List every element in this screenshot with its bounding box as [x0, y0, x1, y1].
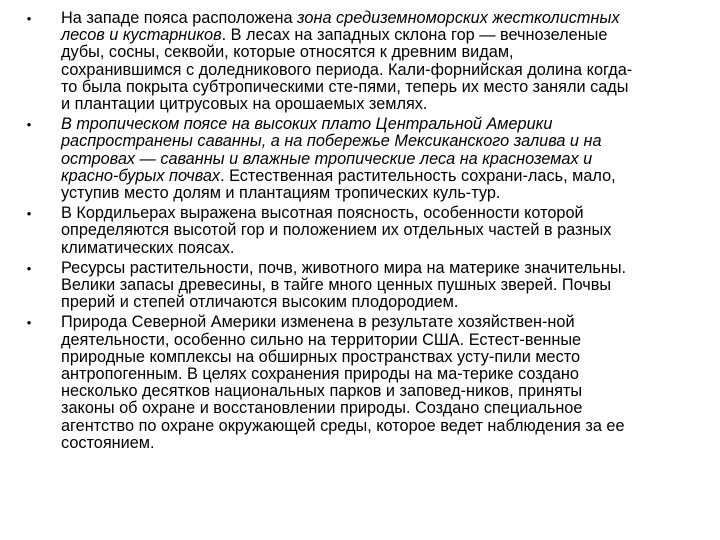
bullet-item: [22, 260, 702, 312]
bullet-icon: •: [26, 315, 32, 331]
text-line: [61, 168, 702, 185]
italic-text: красно-бурых почвах: [61, 166, 221, 185]
text-run: В Кордильерах выражена высотная поясность, особенности которой: [61, 204, 584, 223]
text-run: то была покрыта субтропическими сте-пями, теперь их место заняли сады: [61, 77, 629, 96]
text-line: [61, 383, 702, 400]
text-line: [61, 27, 702, 44]
italic-text: зона средиземноморских жестколистных: [297, 9, 620, 27]
text-line: [61, 185, 702, 202]
text-line: [61, 44, 702, 61]
text-run: дубы, сосны, секвойи, которые относятся к древним видам,: [61, 43, 514, 62]
text-line: [61, 435, 702, 452]
bullet-icon: •: [26, 117, 32, 133]
text-line: [61, 418, 702, 435]
text-line: [61, 240, 702, 257]
text-run: определяются высотой гор и положением их отдельных частей в разных: [61, 221, 612, 240]
text-line: [61, 332, 702, 349]
text-line: [61, 260, 702, 277]
text-line: [61, 349, 702, 366]
text-run: антропогенным. В целях сохранения природы на ма-терике создано: [61, 365, 579, 384]
text-run: . Естественная растительность сохрани-лась, мало,: [220, 166, 616, 185]
bullet-item: [22, 116, 702, 202]
text-run: уступив место долям и плантациям тропических куль-тур.: [61, 184, 501, 203]
italic-text: лесов и кустарников: [61, 26, 222, 45]
text-line: [61, 10, 702, 27]
text-line: [61, 277, 702, 294]
text-line: [61, 151, 702, 168]
italic-text: распространены саванны, а на побережье Мексиканского залива и на: [61, 132, 602, 151]
text-run: Велики запасы древесины, в тайге много ценных пушных зверей. Почвы: [61, 276, 612, 295]
bullet-icon: •: [26, 206, 32, 222]
text-line: [61, 314, 702, 331]
text-run: законы об охране и восстановлении природы. Создано специальное: [61, 399, 583, 418]
text-line: [61, 116, 702, 133]
text-line: [61, 294, 702, 311]
bullet-item: [22, 205, 702, 257]
text-run: агентство по охране окружающей среды, которое ведет наблюдения за ее: [61, 416, 625, 435]
text-run: и плантации цитрусовых на орошаемых землях.: [61, 95, 428, 114]
text-run: . В лесах на западных склона гор — вечнозеленые: [221, 26, 608, 45]
text-line: [61, 62, 702, 79]
bullet-item: [22, 314, 702, 452]
bullet-item: [22, 10, 702, 113]
text-line: [61, 222, 702, 239]
italic-text: В тропическом поясе на высоких плато Центральной Америки: [61, 115, 553, 134]
text-line: [61, 133, 702, 150]
italic-text: островах — саванны и влажные тропические леса на красноземах и: [61, 149, 593, 168]
text-run: На западе пояса расположена: [61, 9, 298, 27]
text-run: сохранившимся с доледникового периода. Кали-форнийская долина когда-: [61, 60, 633, 79]
text-run: Природа Северной Америки изменена в результате хозяйствен-ной: [61, 313, 575, 332]
text-line: [61, 205, 702, 222]
text-run: климатических поясах.: [61, 238, 235, 257]
text-run: прерий и степей отличаются высоким плодородием.: [61, 293, 459, 312]
text-run: состоянием.: [61, 433, 155, 452]
text-line: [61, 96, 702, 113]
bullet-icon: •: [26, 11, 32, 26]
bullet-icon: •: [26, 260, 32, 276]
text-line: [61, 79, 702, 96]
text-run: природные комплексы на обширных пространствах усту-пили место: [61, 347, 581, 366]
text-run: деятельности, особенно сильно на территории США. Естест-венные: [61, 330, 582, 349]
bullet-list: [22, 10, 702, 452]
text-line: [61, 366, 702, 383]
text-run: Ресурсы растительности, почв, животного мира на материке значительны.: [61, 258, 627, 277]
text-run: несколько десятков национальных парков и заповед-ников, приняты: [61, 382, 583, 401]
text-line: [61, 400, 702, 417]
